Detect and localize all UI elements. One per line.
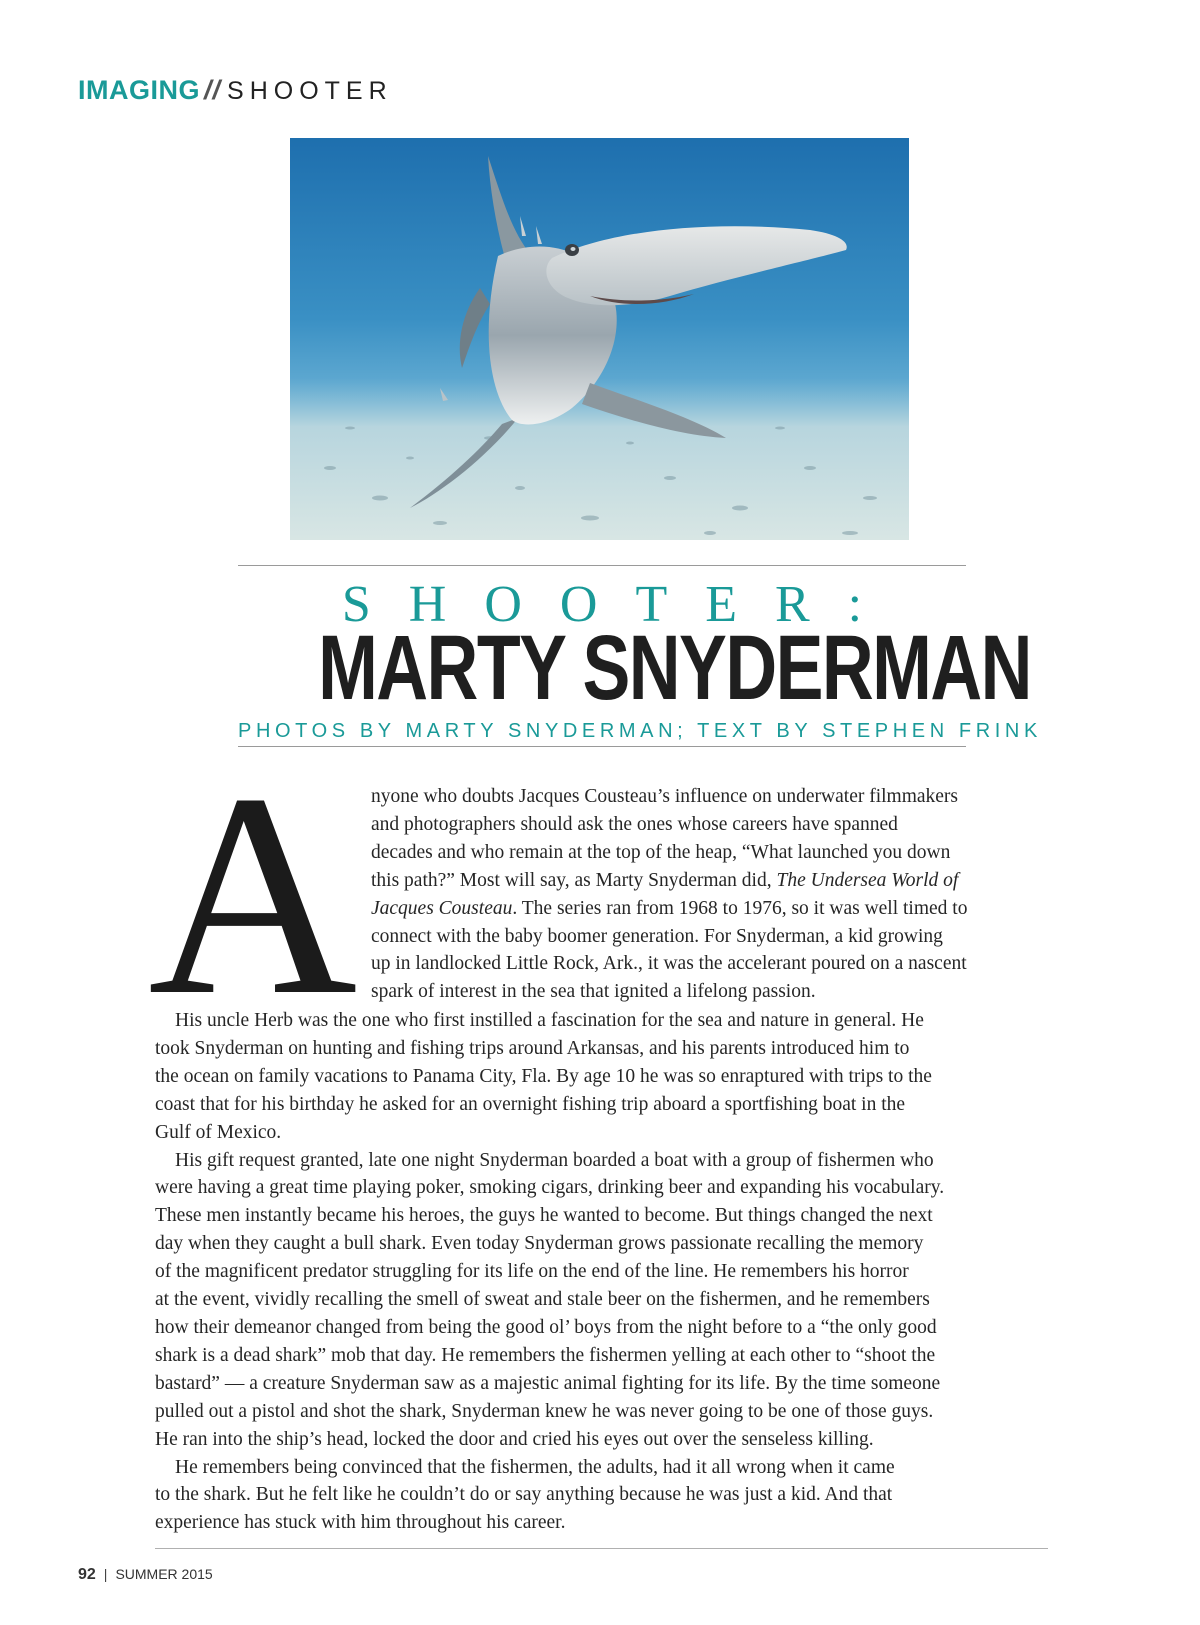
body-line: shark is a dead shark” mob that day. He remembers the fishermen yelling at each other to “shoot the <box>155 1344 936 1366</box>
body-line: He ran into the ship’s head, locked the door and cried his eyes out over the senseless killing. <box>155 1428 874 1450</box>
lead-line: connect with the baby boomer generation. For Snyderman, a kid growing <box>371 925 943 947</box>
section-tag <box>78 72 393 109</box>
body-line: to the shark. But he felt like he couldn’t do or say anything because he was just a kid. And that <box>155 1484 893 1506</box>
body-line: experience has stuck with him throughout his career. <box>155 1512 566 1534</box>
hero-photo <box>290 138 909 540</box>
body-line: day when they caught a bull shark. Even today Snyderman grows passionate recalling the memory <box>155 1233 924 1255</box>
lead-line <box>371 895 1051 923</box>
body-line: took Snyderman on hunting and fishing trips around Arkansas, and his parents introduced him to <box>155 1037 910 1059</box>
page-footer <box>78 1564 213 1585</box>
body-line: of the magnificent predator struggling for its life on the end of the line. He remembers his horror <box>155 1261 909 1283</box>
article-kicker: SHOOTER: <box>341 576 901 633</box>
show-title-part-2: Jacques Cousteau <box>371 897 513 919</box>
lead-text: . The series ran from 1968 to 1976, so it was well timed to <box>512 897 968 919</box>
body-line: He remembers being convinced that the fishermen, the adults, had it all wrong when it came <box>175 1456 895 1478</box>
title-rule-top <box>238 565 966 566</box>
body-line: coast that for his birthday he asked for an overnight fishing trip aboard a sportfishing boat in the <box>155 1093 906 1115</box>
body-line: bastard” — a creature Snyderman saw as a majestic animal fighting for its life. By the time someone <box>155 1372 941 1394</box>
lead-line <box>371 867 1051 895</box>
lead-line: up in landlocked Little Rock, Ark., it was the accelerant poured on a nascent <box>371 953 967 975</box>
section-separator: // <box>204 75 222 105</box>
body-line: His gift request granted, late one night Snyderman boarded a boat with a group of fishermen who <box>175 1149 934 1171</box>
lead-text: this path?” Most will say, as Marty Snyderman did, <box>371 869 777 891</box>
show-title-part-1: The Undersea World of <box>776 869 959 891</box>
article-byline: PHOTOS BY MARTY SNYDERMAN; TEXT BY STEPHEN FRINK <box>238 720 1042 742</box>
section-name: IMAGING <box>78 75 200 105</box>
body-line: the ocean on family vacations to Panama City, Fla. By age 10 he was so enraptured with trips to the <box>155 1065 932 1087</box>
article-body <box>155 1007 1048 1537</box>
body-line: how their demeanor changed from being the good ol’ boys from the night before to a “the only good <box>155 1316 937 1338</box>
footer-separator: | <box>103 1566 108 1582</box>
lead-line: spark of interest in the sea that ignited a lifelong passion. <box>371 981 816 1003</box>
page-number: 92 <box>78 1566 96 1583</box>
body-line: Gulf of Mexico. <box>155 1121 282 1143</box>
issue-label: SUMMER 2015 <box>115 1566 213 1582</box>
body-line: pulled out a pistol and shot the shark, Snyderman knew he was never going to be one of those guys. <box>155 1400 934 1422</box>
lead-line: and photographers should ask the ones whose careers have spanned <box>371 813 898 835</box>
body-line: These men instantly became his heroes, the guys he wanted to become. But things changed the next <box>155 1205 933 1227</box>
lead-line: nyone who doubts Jacques Cousteau’s influence on underwater filmmakers <box>371 786 959 807</box>
lead-paragraph <box>371 783 1051 1006</box>
body-line: at the event, vividly recalling the smell of sweat and stale beer on the fishermen, and he remembers <box>155 1289 930 1311</box>
body-line: His uncle Herb was the one who first instilled a fascination for the sea and nature in general. He <box>175 1010 924 1031</box>
section-subname: SHOOTER <box>227 77 393 105</box>
hammerhead-shark-photo <box>290 138 909 540</box>
drop-cap: A <box>148 734 358 1055</box>
footer-rule <box>155 1548 1048 1549</box>
article-headline: MARTY SNYDERMAN <box>318 617 1031 719</box>
lead-line: decades and who remain at the top of the heap, “What launched you down <box>371 841 951 863</box>
body-line: were having a great time playing poker, smoking cigars, drinking beer and expanding his vocabulary. <box>155 1177 945 1199</box>
